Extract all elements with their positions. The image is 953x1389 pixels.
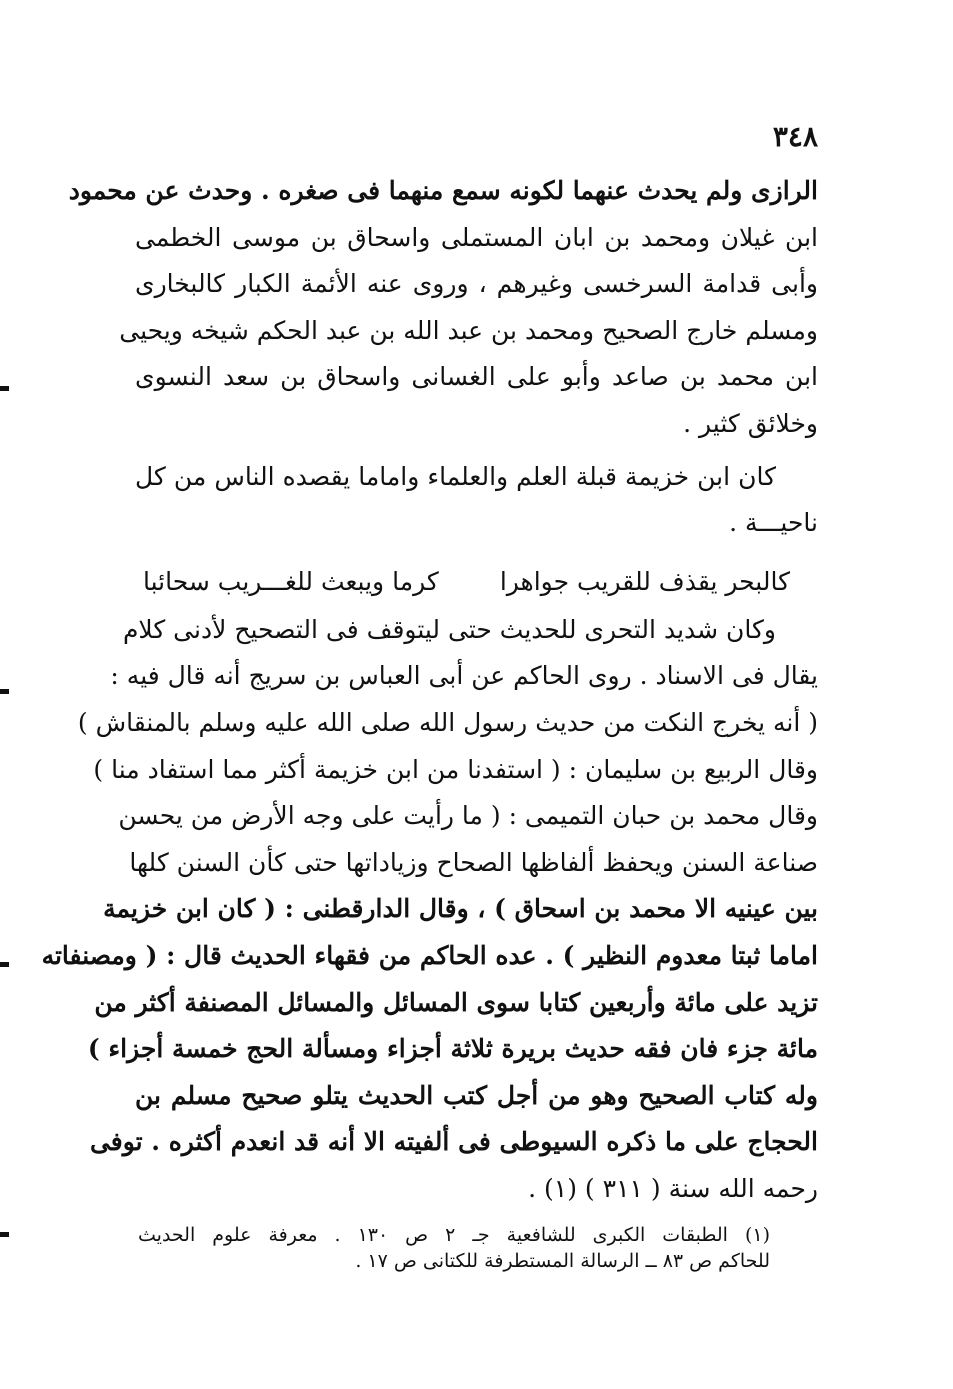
body-text — [41, 168, 818, 1212]
text-line-5: ابن محمد بن صاعد وأبو على الغسانى واسحاق بن سعد النسوى — [135, 362, 818, 392]
footnote-line-1: (١) الطبقات الكبرى للشافعية جـ ٢ ص ١٣٠ . معرفة علوم الحديث — [138, 1224, 771, 1246]
scan-edge-mark — [0, 689, 9, 694]
page-number: ٣٤٨ — [772, 120, 818, 153]
text-line-4: ومسلم خارج الصحيح ومحمد بن عبد الله بن عبد الحكم شيخه ويحيى — [119, 315, 818, 345]
text-line-2: ابن غيلان ومحمد بن ابان المستملى واسحاق بن موسى الخطمى — [135, 222, 818, 252]
text-line-20: الحجاج على ما ذكره السيوطى فى ألفيته الا أنه قد انعدم أكثره . توفى — [89, 1127, 818, 1157]
scan-edge-mark — [0, 1232, 9, 1237]
text-line-19: وله كتاب الصحيح وهو من أجل كتب الحديث يتلو صحيح مسلم بن — [135, 1080, 818, 1110]
footnote-line-2: للحاكم ص ٨٣ ــ الرسالة المستطرفة للكتانى ص ١٧ . — [355, 1250, 770, 1272]
text-line-9: وكان شديد التحرى للحديث حتى ليتوقف فى التصحيح لأدنى كلام — [122, 614, 776, 644]
poem-verse — [135, 557, 818, 607]
text-line-14: صناعة السنن ويحفظ ألفاظها الصحاح وزياداتها حتى كأن السنن كلها — [129, 847, 818, 877]
hemistich-left: كرما ويبعث للغـــريب سحائبا — [143, 566, 439, 596]
text-line-18: مائة جزء فان فقه حديث بريرة ثلاثة أجزاء ومسألة الحج خمسة أجزاء ) — [87, 1034, 818, 1064]
hemistich-right: كالبحر يقذف للقريب جواهرا — [499, 566, 790, 596]
text-line-16: اماما ثبتا معدوم النظير ) . عده الحاكم من فقهاء الحديث قال : ( ومصنفاته — [41, 940, 818, 970]
text-line-11: ( أنه يخرج النكت من حديث رسول الله صلى الله عليه وسلم بالمنقاش ) — [77, 707, 818, 737]
text-line-7: كان ابن خزيمة قبلة العلم والعلماء واماما يقصده الناس من كل — [135, 461, 776, 491]
scan-edge-mark — [0, 386, 9, 391]
text-line-17: تزيد على مائة وأربعين كتابا سوى المسائل والمسائل المصنفة أكثر من — [94, 987, 818, 1017]
text-line-13: وقال محمد بن حبان التميمى : ( ما رأيت على وجه الأرض من يحسن — [118, 801, 818, 831]
text-line-6: وخلائق كثير . — [683, 408, 818, 438]
text-line-3: وأبى قدامة السرخسى وغيرهم ، وروى عنه الأئمة الكبار كالبخارى — [135, 269, 818, 299]
text-line-10: يقال فى الاسناد . روى الحاكم عن أبى العباس بن سريج أنه قال فيه : — [110, 661, 818, 691]
text-line-8: ناحيـــة . — [729, 508, 818, 538]
text-line-1: الرازى ولم يحدث عنهما لكونه سمع منهما فى صغره . وحدث عن محمود — [68, 176, 818, 205]
text-line-15: بين عينيه الا محمد بن اسحاق ) ، وقال الدارقطنى : ( كان ابن خزيمة — [103, 894, 818, 924]
scan-edge-mark — [0, 962, 9, 967]
text-line-12: وقال الربيع بن سليمان : ( استفدنا من ابن خزيمة أكثر مما استفاد منا ) — [93, 754, 818, 784]
text-line-21: رحمه الله سنة ( ٣١١ ) (١) . — [528, 1173, 818, 1203]
footnotes — [138, 1222, 770, 1274]
